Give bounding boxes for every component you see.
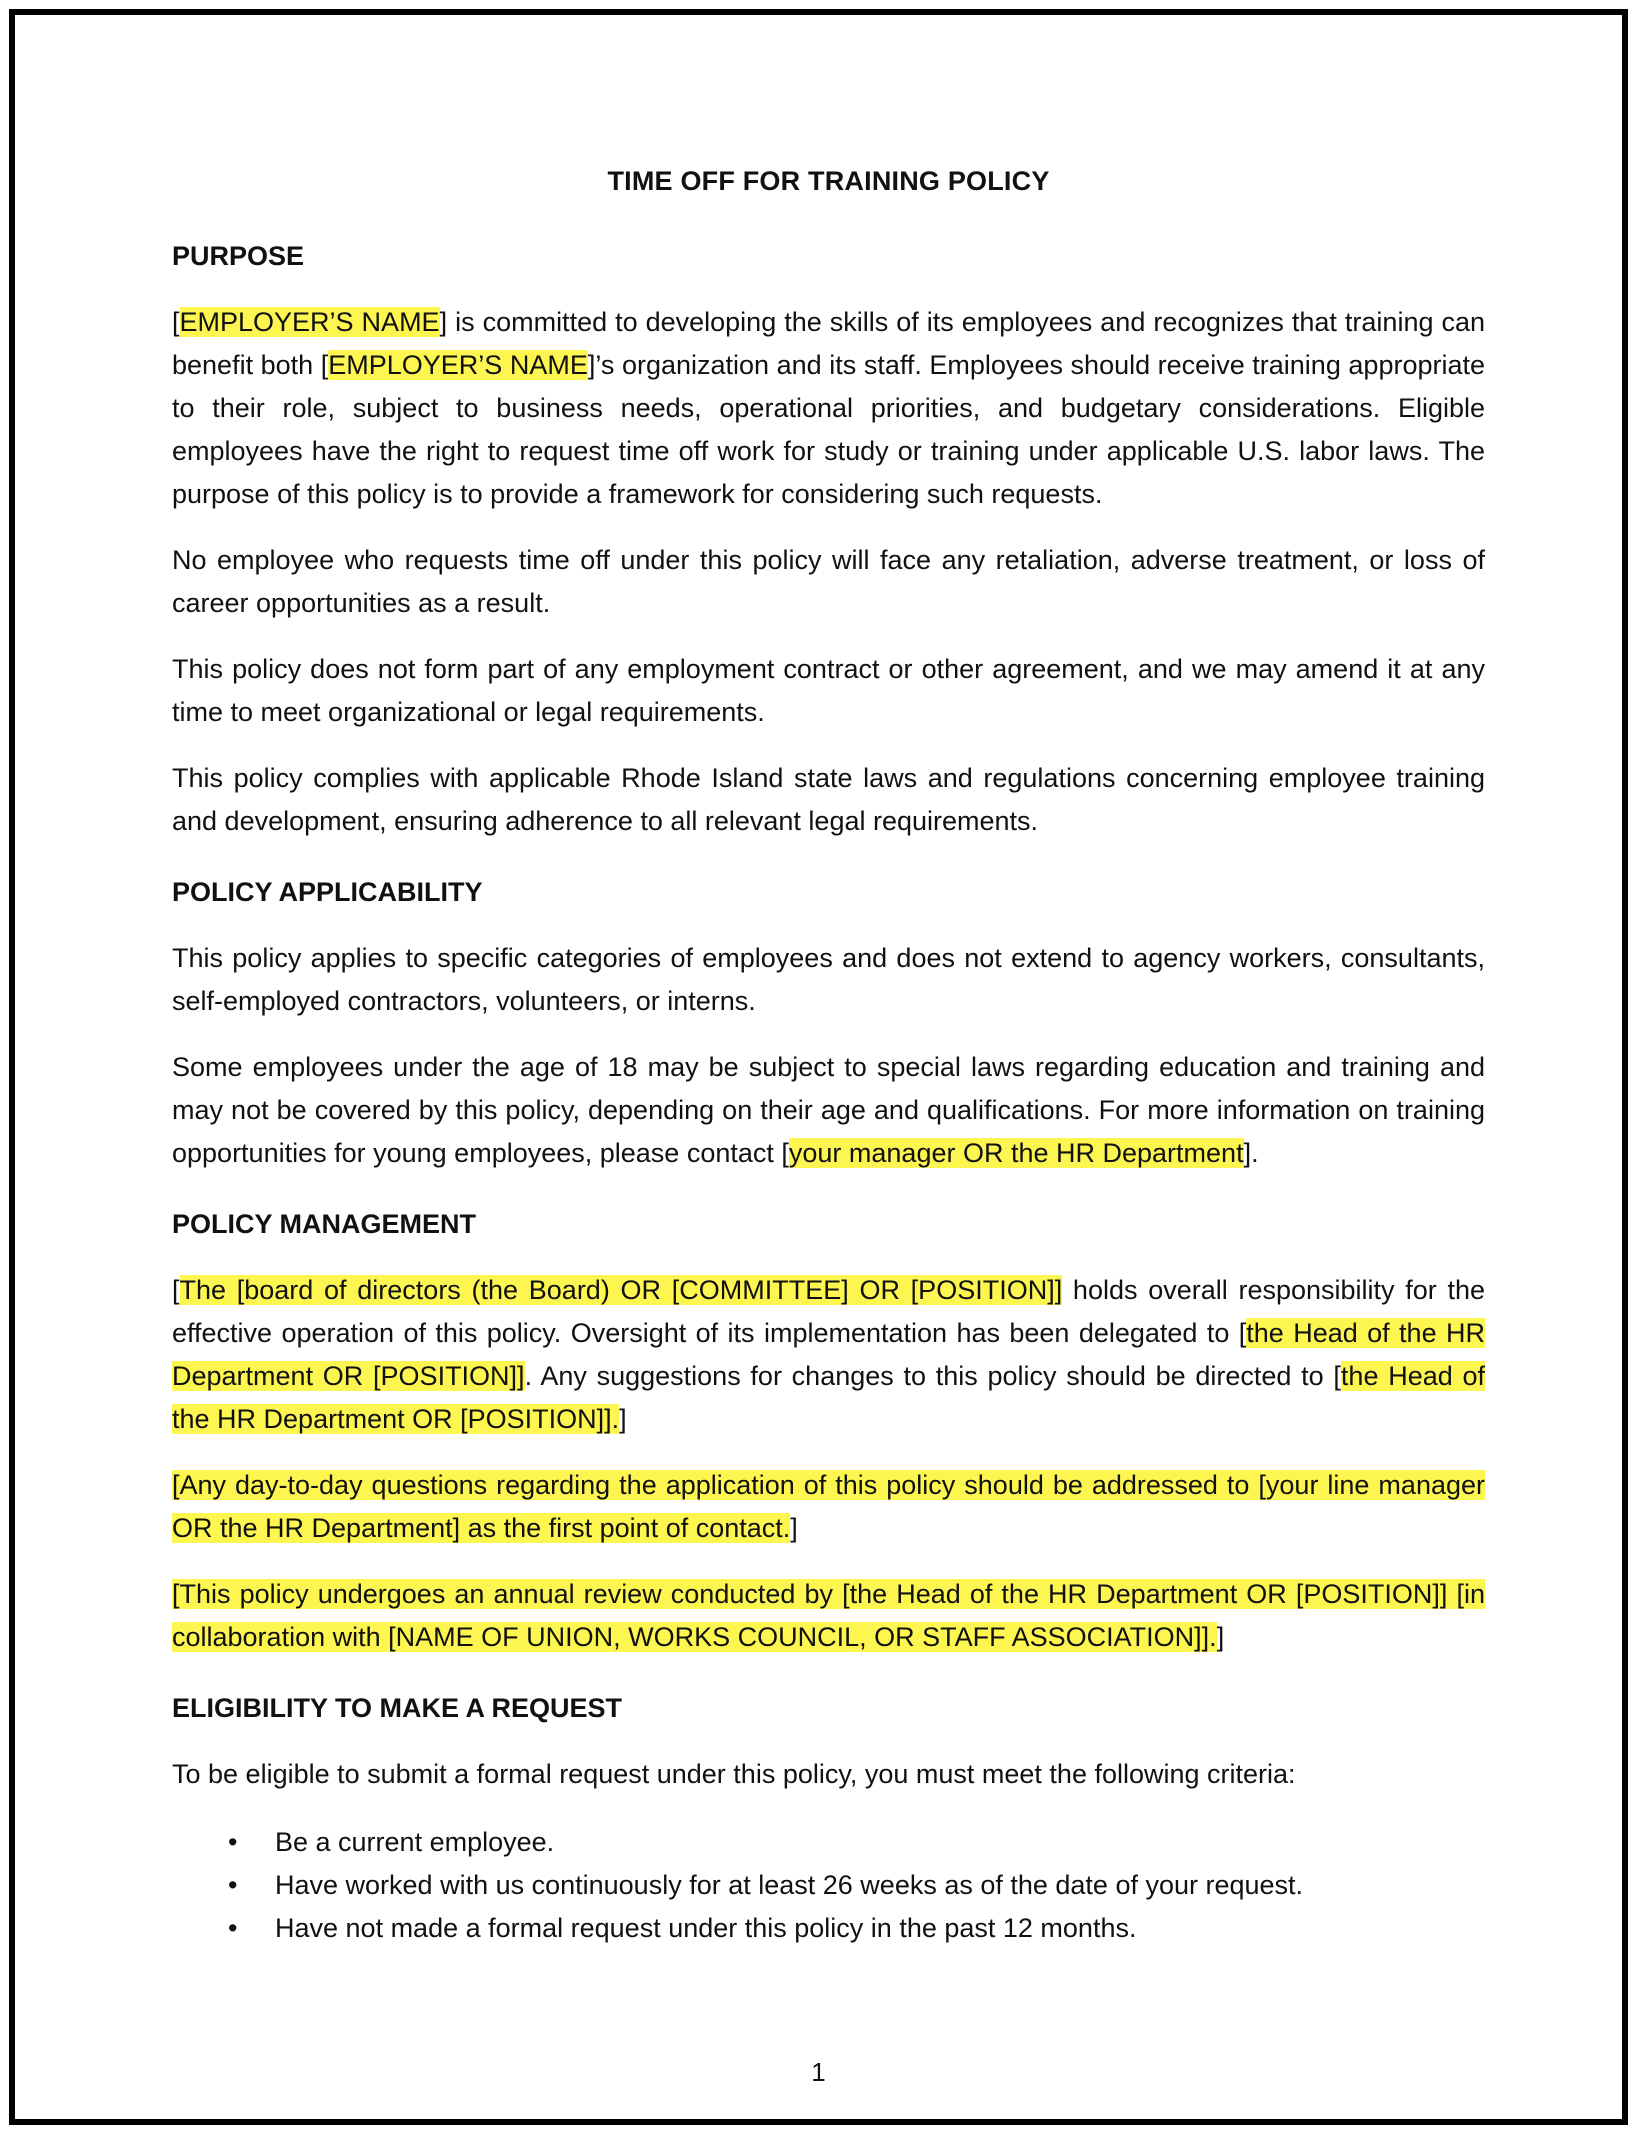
page-number: 1 [811,2057,826,2087]
text-run: ] is committed to developing the skills of its employees and recognizes that training can benefit both [ [172,307,1485,380]
highlighted-placeholder: EMPLOYER’S NAME [179,307,440,337]
highlighted-placeholder: The [board of directors (the Board) OR [COMMITTEE] OR [POSITION]] [179,1275,1063,1305]
highlighted-placeholder: [This policy undergoes an annual review conducted by [the Head of the HR Department OR [POSITION]] [in collaboration with [NAME OF UNION, WORKS COUNCIL, OR STAFF ASSOCIATION]]. [172,1579,1485,1652]
management-paragraph-1 [172,1269,1485,1441]
document-content [172,160,1485,1950]
management-paragraph-3 [172,1573,1485,1659]
text-run: ]’s organization and its staff. Employees should receive training appropriate to their role, subject to business needs, operational priorities, and budgetary considerations. Eligible employees have the right to request time off work for study or training under applicable U.S. labor laws. The purpose of this policy is to provide a framework for considering such requests. [172,350,1486,509]
heading-policy-applicability: POLICY APPLICABILITY [172,877,483,907]
eligibility-intro: To be eligible to submit a formal request under this policy, you must meet the following criteria: [172,1759,1296,1789]
bullet-item: • Have worked with us continuously for at least 26 weeks as of the date of your request. [228,1864,1485,1907]
heading-purpose: PURPOSE [172,241,305,271]
text-run: ] [1216,1622,1225,1652]
purpose-paragraph-3: This policy does not form part of any employment contract or other agreement, and we may amend it at any time to meet organizational or legal requirements. [172,654,1485,727]
text-run: ]. [1243,1138,1259,1168]
applicability-paragraph-1: This policy applies to specific categories of employees and does not extend to agency workers, consultants, self-employed contractors, volunteers, or interns. [172,943,1485,1016]
highlighted-placeholder: the Head of the HR Department OR [POSITION]] [172,1318,1485,1391]
bullet-item: • Be a current employee. [228,1821,1485,1864]
management-paragraph-2 [172,1464,1485,1550]
heading-policy-management: POLICY MANAGEMENT [172,1209,477,1239]
purpose-paragraph-4: This policy complies with applicable Rhode Island state laws and regulations concerning employee training and development, ensuring adherence to all relevant legal requirements. [172,763,1485,836]
purpose-paragraph-1 [172,301,1485,516]
text-run: holds overall responsibility for the effective operation of this policy. Oversight of its implementation has been delegated to [ [172,1275,1485,1348]
document-title: TIME OFF FOR TRAINING POLICY [607,166,1050,196]
highlighted-placeholder: the Head of the HR Department OR [POSITION]]. [172,1361,1485,1434]
text-run: Some employees under the age of 18 may be subject to special laws regarding education and training and may not be covered by this policy, depending on their age and qualifications. For more information on training opportunities for young employees, please contact [ [172,1052,1485,1168]
highlighted-placeholder: your manager OR the HR Department [788,1138,1244,1168]
text-run: . Any suggestions for changes to this policy should be directed to [ [524,1361,1341,1391]
page-footer [0,2057,1637,2088]
text-run: ] [790,1513,798,1543]
bullet-item: • Have not made a formal request under this policy in the past 12 months. [228,1907,1485,1950]
applicability-paragraph-2 [172,1046,1485,1175]
text-run: [ [172,1275,180,1305]
highlighted-placeholder: EMPLOYER’S NAME [328,350,588,380]
heading-eligibility: ELIGIBILITY TO MAKE A REQUEST [172,1693,623,1723]
highlighted-placeholder: [Any day-to-day questions regarding the application of this policy should be addressed to [your line manager OR the HR Department] as the first point of contact. [172,1470,1485,1543]
text-run: ] [619,1404,627,1434]
text-run: [ [172,307,180,337]
purpose-paragraph-2: No employee who requests time off under this policy will face any retaliation, adverse treatment, or loss of career opportunities as a result. [172,545,1485,618]
eligibility-bullet-list [172,1821,1485,1950]
